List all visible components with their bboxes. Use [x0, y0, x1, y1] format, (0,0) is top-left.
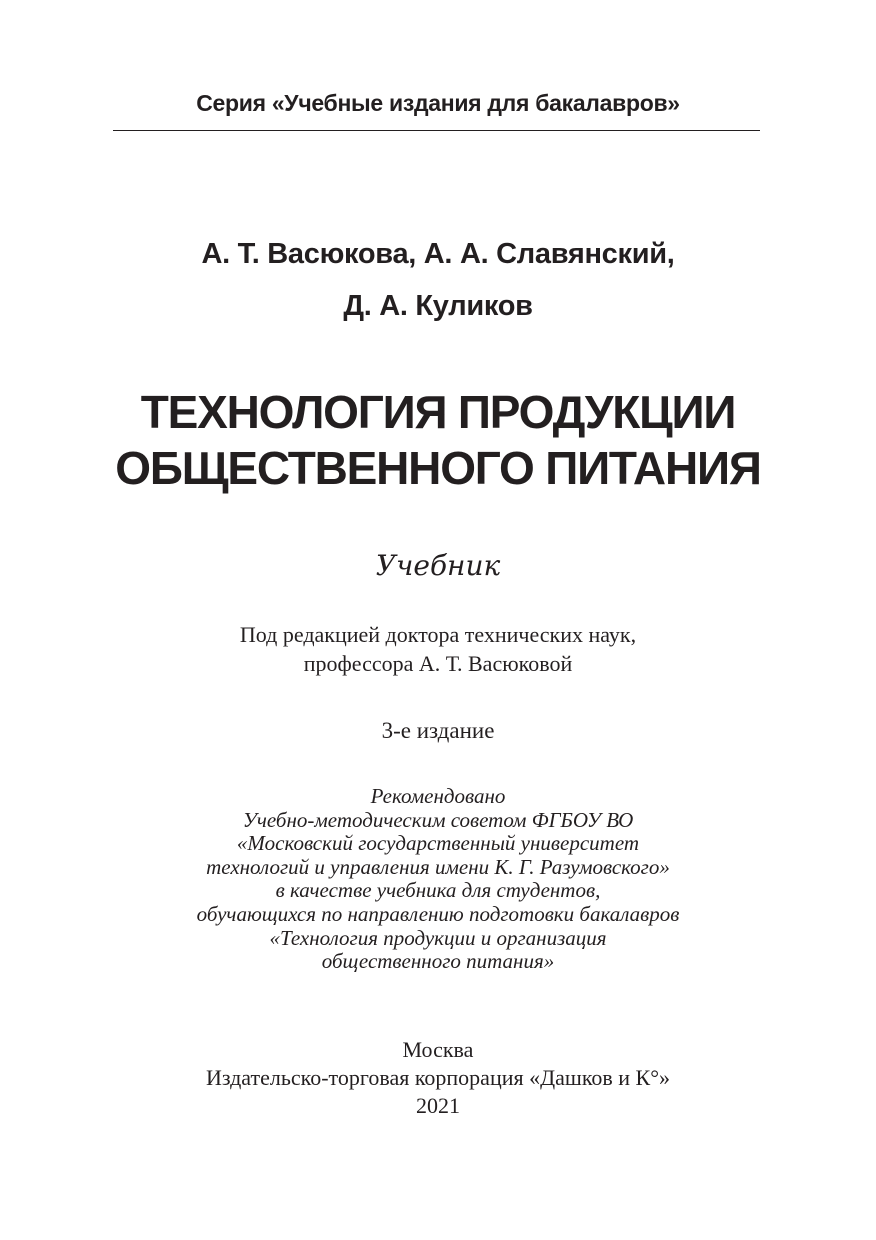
editor-line-1: Под редакцией доктора технических наук,: [239, 622, 637, 647]
publisher-name: Издательско-торговая корпорация «Дашков и К°»: [205, 1065, 671, 1090]
recommendation-block: [0, 785, 876, 974]
book-title-line-1: ТЕХНОЛОГИЯ ПРОДУКЦИИ: [140, 386, 736, 438]
recommendation-line: «Московский государственный университет: [236, 831, 640, 856]
recommendation-line: «Технология продукции и организация: [269, 925, 607, 950]
recommendation-line: Учебно-методическим советом ФГБОУ ВО: [242, 807, 634, 832]
editor-line-2: профессора А. Т. Васюковой: [303, 651, 573, 676]
recommendation-line: технологий и управления имени К. Г. Разумовского»: [206, 854, 670, 879]
publisher-city: Москва: [402, 1037, 474, 1062]
series-title: Серия «Учебные издания для бакалавров»: [196, 90, 680, 116]
recommendation-line: общественного питания»: [321, 949, 555, 974]
authors-line-1: А. Т. Васюкова, А. А. Славянский,: [201, 238, 675, 270]
book-type: Учебник: [375, 549, 501, 582]
recommendation-line: в качестве учебника для студентов,: [275, 878, 601, 903]
edition: 3-е издание: [381, 718, 495, 743]
recommendation-line: обучающихся по направлению подготовки бакалавров: [196, 901, 680, 926]
authors-line-2: Д. А. Куликов: [343, 290, 533, 322]
book-title-line-2: ОБЩЕСТВЕННОГО ПИТАНИЯ: [115, 442, 761, 494]
header-divider: [113, 130, 760, 131]
recommendation-line: Рекомендовано: [370, 784, 506, 808]
publisher-block: [0, 1036, 876, 1120]
publication-year: 2021: [416, 1093, 460, 1118]
